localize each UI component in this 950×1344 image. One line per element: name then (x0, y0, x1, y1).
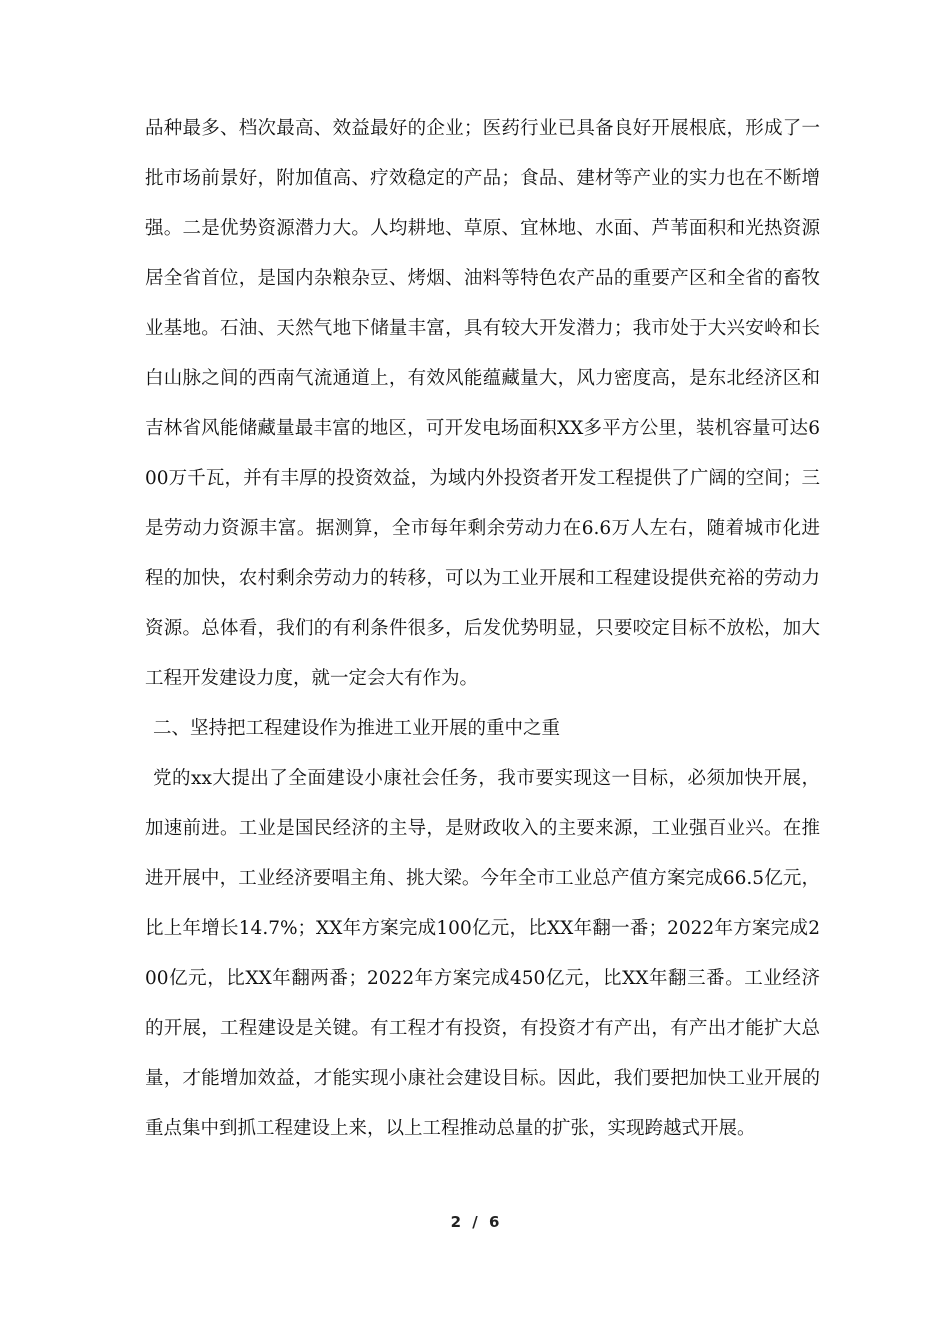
page-number: 2 / 6 (450, 1213, 500, 1231)
document-body (145, 104, 820, 1154)
body-paragraph-resources: 品种最多、档次最高、效益最好的企业；医药行业已具备良好开展根底，形成了一批市场前景好，附加值高、疗效稳定的产品；食品、建材等产业的实力也在不断增强。二是优势资源潜力大。人均耕地、草原、宜林地、水面、芦苇面积和光热资源居全省首位，是国内杂粮杂豆、烤烟、油料等特色农产品的重要产区和全省的畜牧业基地。石油、天然气地下储量丰富，具有较大开发潜力；我市处于大兴安岭和长白山脉之间的西南气流通道上，有效风能蕴藏量大，风力密度高，是东北经济区和吉林省风能储藏量最丰富的地区，可开发电场面积XX多平方公里，装机容量可达600万千瓦，并有丰厚的投资效益，为域内外投资者开发工程提供了广阔的空间；三是劳动力资源丰富。据测算，全市每年剩余劳动力在6.6万人左右，随着城市化进程的加快，农村剩余劳动力的转移，可以为工业开展和工程建设提供充裕的劳动力资源。总体看，我们的有利条件很多，后发优势明显，只要咬定目标不放松，加大工程开发建设力度，就一定会大有作为。 (145, 118, 820, 689)
section-heading: 二、坚持把工程建设作为推进工业开展的重中之重 (153, 718, 561, 739)
body-paragraph-industry: 党的xx大提出了全面建设小康社会任务，我市要实现这一目标，必须加快开展，加速前进。工业是国民经济的主导，是财政收入的主要来源，工业强百业兴。在推进开展中，工业经济要唱主角、挑大梁。今年全市工业总产值方案完成66.5亿元，比上年增长14.7%；XX年方案完成100亿元，比XX年翻一番；2022年方案完成200亿元，比XX年翻两番；2022年方案完成450亿元，比XX年翻三番。工业经济的开展，工程建设是关键。有工程才有投资，有投资才有产出，有产出才能扩大总量，才能增加效益，才能实现小康社会建设目标。因此，我们要把加快工业开展的重点集中到抓工程建设上来，以上工程推动总量的扩张，实现跨越式开展。 (145, 768, 820, 1139)
